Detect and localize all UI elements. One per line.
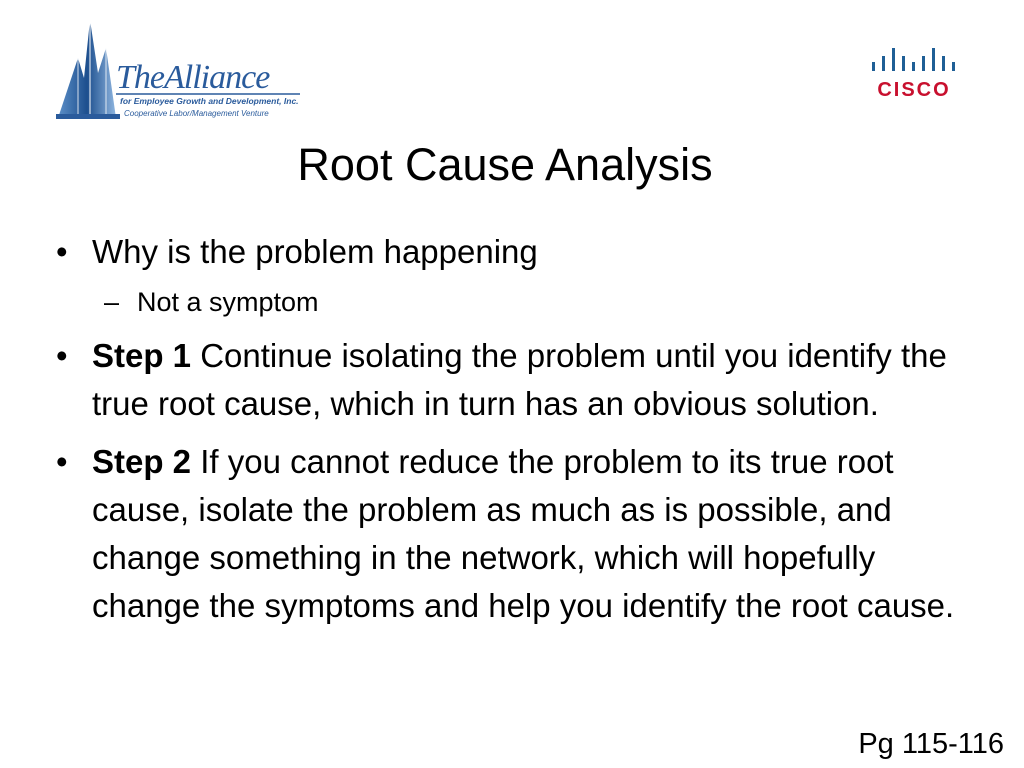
bullet-text: If you cannot reduce the problem to its true root cause, isolate the problem as much as is possible, and change something in the network, which will hopefully change the symptoms and help you identify the root cause. [92,443,955,624]
cisco-logo [866,44,962,100]
svg-text:for Employee Growth and Develo: for Employee Growth and Development, Inc. [120,96,299,106]
bullet-step-1 [56,332,956,428]
sub-bullet-not-symptom [104,282,956,322]
sub-bullet-marker: – [104,287,120,317]
step-label: Step 1 [92,337,192,374]
bullet-step-2 [56,438,956,630]
the-alliance-logo [50,18,310,128]
bullet-marker: • [56,443,68,480]
bullet-why [56,228,956,276]
svg-text:Cooperative Labor/Management V: Cooperative Labor/Management Venture [124,109,269,118]
page-reference: Pg 115-116 [858,728,1004,760]
svg-text:CISCO: CISCO [877,79,951,100]
bullet-text: Continue isolating the problem until you identify the true root cause, which in turn has an obvious solution. [92,337,947,422]
bullet-marker: • [56,233,68,270]
bullet-marker: • [56,337,68,374]
slide-title: Root Cause Analysis [297,139,713,190]
slide-content [56,228,956,630]
sub-bullet-text: Not a symptom [137,287,319,317]
svg-text:TheAlliance: TheAlliance [116,59,270,96]
step-label: Step 2 [92,443,192,480]
bullet-text: Why is the problem happening [92,233,538,270]
